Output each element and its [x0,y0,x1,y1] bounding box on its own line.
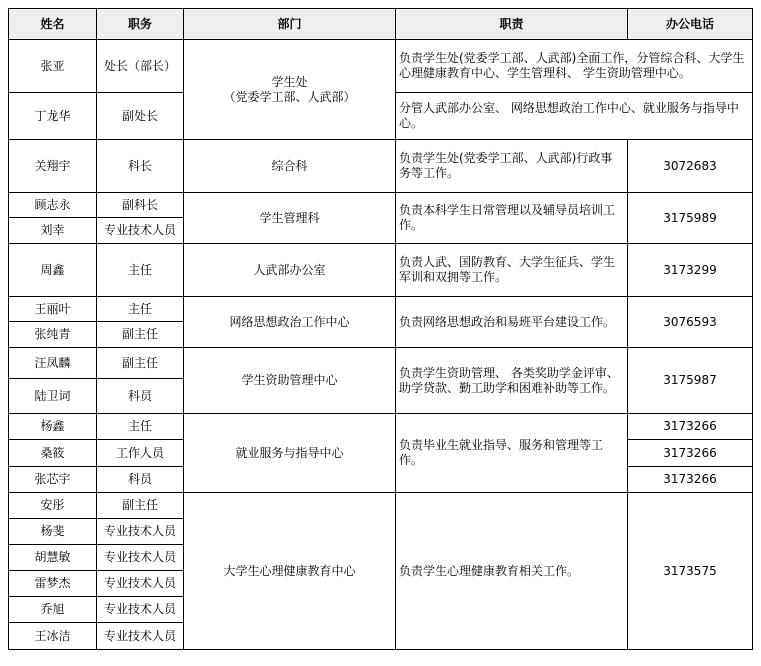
name-cell: 关翔宇 [9,140,97,193]
position-cell: 科长 [97,140,184,193]
name-cell: 顾志永 [9,193,97,218]
name-cell: 安彤 [9,493,97,519]
department-cell: 大学生心理健康教育中心 [184,493,396,650]
position-cell: 副主任 [97,493,184,519]
staff-directory-table [8,8,753,650]
department-cell: 学生资助管理中心 [184,348,396,414]
header-phone: 办公电话 [628,9,753,40]
header-position: 职务 [97,9,184,40]
name-cell: 张亚 [9,40,97,93]
duty-cell: 负责人武、国防教育、大学生征兵、学生军训和双拥等工作。 [396,244,628,297]
duty-cell: 负责毕业生就业指导、服务和管理等工作。 [396,414,628,493]
table-row [9,40,753,93]
position-cell: 主任 [97,244,184,297]
table-row [9,297,753,322]
duty-cell: 分管人武部办公室、 网络思想政治工作中心、就业服务与指导中心。 [396,93,753,140]
position-cell: 专业技术人员 [97,519,184,545]
phone-cell: 3175987 [628,348,753,414]
name-cell: 桑筱 [9,440,97,467]
header-name: 姓名 [9,9,97,40]
position-cell: 副处长 [97,93,184,140]
table-row [9,348,753,379]
name-cell: 王丽叶 [9,297,97,322]
duty-cell: 负责学生资助管理、 各类奖助学金评审、助学贷款、勤工助学和困难补助等工作。 [396,348,628,414]
position-cell: 专业技术人员 [97,545,184,571]
header-department: 部门 [184,9,396,40]
position-cell: 专业技术人员 [97,623,184,650]
table-row [9,193,753,218]
header-duty: 职责 [396,9,628,40]
position-cell: 副科长 [97,193,184,218]
table-row [9,414,753,440]
name-cell: 乔旭 [9,597,97,623]
name-cell: 胡慧敏 [9,545,97,571]
position-cell: 主任 [97,414,184,440]
table-row [9,244,753,297]
phone-cell: 3076593 [628,297,753,348]
name-cell: 杨斐 [9,519,97,545]
phone-cell: 3072683 [628,140,753,193]
position-cell: 主任 [97,297,184,322]
name-cell: 雷梦杰 [9,571,97,597]
phone-cell: 3173266 [628,440,753,467]
position-cell: 科员 [97,467,184,493]
name-cell: 王冰洁 [9,623,97,650]
phone-cell: 3173575 [628,493,753,650]
position-cell: 专业技术人员 [97,571,184,597]
position-cell: 副主任 [97,348,184,379]
table-row [9,493,753,519]
position-cell: 专业技术人员 [97,218,184,244]
department-cell: 网络思想政治工作中心 [184,297,396,348]
name-cell: 杨鑫 [9,414,97,440]
phone-cell: 3173266 [628,467,753,493]
position-cell: 副主任 [97,322,184,348]
department-cell: 就业服务与指导中心 [184,414,396,493]
department-cell: 人武部办公室 [184,244,396,297]
duty-cell: 负责网络思想政治和易班平台建设工作。 [396,297,628,348]
name-cell: 刘幸 [9,218,97,244]
position-cell: 科员 [97,379,184,414]
duty-cell: 负责本科学生日常管理以及辅导员培训工作。 [396,193,628,244]
duty-cell: 负责学生处(党委学工部、人武部)全面工作，分管综合科、大学生心理健康教育中心、学生管理科、 学生资助管理中心。 [396,40,753,93]
name-cell: 陆卫词 [9,379,97,414]
phone-cell: 3173299 [628,244,753,297]
position-cell: 专业技术人员 [97,597,184,623]
department-cell: 学生管理科 [184,193,396,244]
name-cell: 周鑫 [9,244,97,297]
position-cell: 工作人员 [97,440,184,467]
phone-cell: 3175989 [628,193,753,244]
name-cell: 汪凤麟 [9,348,97,379]
phone-cell: 3173266 [628,414,753,440]
header-row [9,9,753,40]
duty-cell: 负责学生处(党委学工部、人武部)行政事务等工作。 [396,140,628,193]
name-cell: 张纯青 [9,322,97,348]
duty-cell: 负责学生心理健康教育相关工作。 [396,493,628,650]
position-cell: 处长（部长） [97,40,184,93]
name-cell: 张芯宇 [9,467,97,493]
department-cell: 综合科 [184,140,396,193]
department-cell: 学生处 （党委学工部、人武部） [184,40,396,140]
table-row [9,140,753,193]
name-cell: 丁龙华 [9,93,97,140]
